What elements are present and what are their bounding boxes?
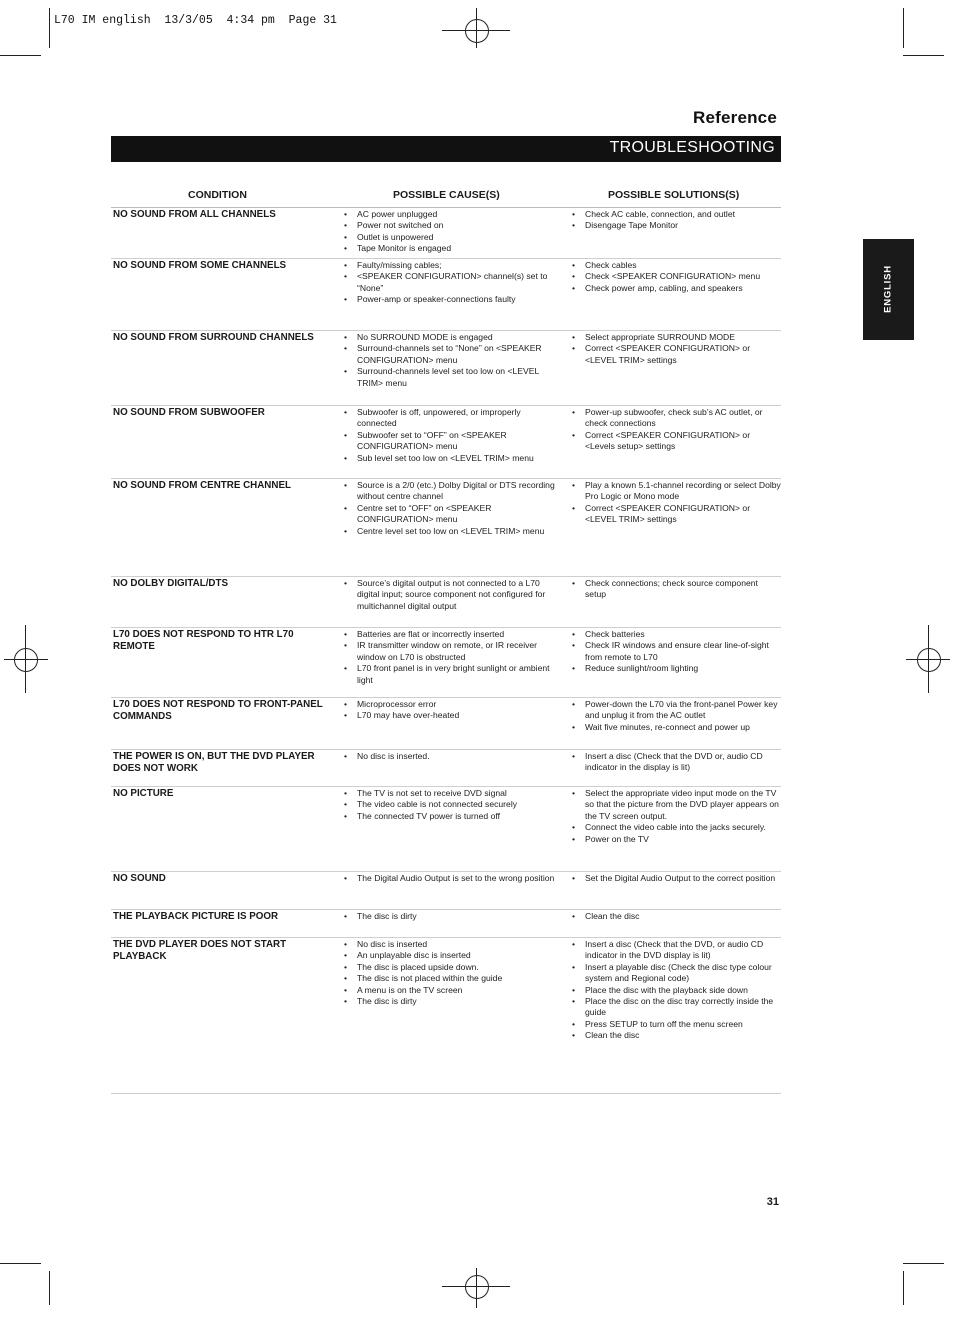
table-row <box>111 697 781 750</box>
bullet-icon: • <box>344 699 348 709</box>
bullet-icon: • <box>572 343 576 354</box>
bullet-icon: • <box>572 961 576 972</box>
item-text: Reduce sunlight/room lighting <box>585 663 699 674</box>
bullet-icon: • <box>572 429 576 440</box>
bullet-icon: • <box>344 220 348 231</box>
item-text: Centre set to “OFF” on <SPEAKER CONFIGURATION> menu <box>357 502 492 525</box>
item-text: Check cables <box>585 260 637 270</box>
solution-item <box>572 961 781 985</box>
cause-item <box>344 663 557 686</box>
cause-item <box>344 407 557 430</box>
solution-item <box>572 984 781 996</box>
bullet-icon: • <box>572 407 576 417</box>
solution-item <box>572 578 781 601</box>
cause-item <box>344 243 557 254</box>
item-text: The disc is not placed within the guide <box>357 973 503 984</box>
item-text: Power-up subwoofer, check sub’s AC outlet, or check connections <box>585 407 763 429</box>
bullet-icon: • <box>344 429 348 440</box>
solution-item <box>572 343 781 366</box>
bullet-icon: • <box>344 810 348 821</box>
item-text: Check AC cable, connection, and outlet <box>585 209 736 219</box>
bullet-icon: • <box>572 640 576 651</box>
bullet-icon: • <box>572 822 576 833</box>
item-text: Subwoofer is off, unpowered, or improperly connected <box>357 407 521 429</box>
cause-item <box>344 640 557 663</box>
table-row <box>111 786 781 872</box>
cause-item <box>344 911 557 922</box>
table-row <box>111 937 781 1088</box>
solution-item <box>572 640 781 663</box>
item-text: Power-down the L70 via the front-panel Power key and unplug it from the AC outlet <box>585 699 778 721</box>
bullet-icon: • <box>344 343 348 354</box>
cause-item <box>344 996 557 1007</box>
item-text: Check IR windows and ensure clear line-of-sight from remote to L70 <box>585 640 769 662</box>
item-text: Select the appropriate video input mode on the TV so that the picture from the DVD player appears on the TV screen output. <box>585 788 779 821</box>
condition-cell: THE POWER IS ON, BUT THE DVD PLAYER DOES NOT WORK <box>113 751 315 775</box>
item-text: Set the Digital Audio Output to the correct position <box>585 873 776 883</box>
bullet-icon: • <box>572 984 576 995</box>
item-text: Power on the TV <box>585 833 649 844</box>
solution-item <box>572 271 781 282</box>
condition-cell: NO PICTURE <box>113 788 174 799</box>
cause-item <box>344 810 557 822</box>
table-row <box>111 909 781 938</box>
table-row <box>111 258 781 331</box>
item-text: Check power amp, cabling, and speakers <box>585 282 743 293</box>
solution-item <box>572 822 781 833</box>
bullet-icon: • <box>572 996 576 1007</box>
cause-item <box>344 525 557 537</box>
causes-list <box>344 407 557 464</box>
item-text: Faulty/missing cables; <box>357 260 442 270</box>
condition-cell: NO SOUND FROM CENTRE CHANNEL <box>113 480 291 491</box>
solution-item <box>572 1030 781 1041</box>
bullet-icon: • <box>344 961 348 972</box>
printer-slug: L70 IM english 13/3/05 4:34 pm Page 31 <box>54 14 337 27</box>
table-row <box>111 478 781 579</box>
condition-cell: L70 DOES NOT RESPOND TO FRONT-PANEL COMMANDS <box>113 699 323 723</box>
solutions-list <box>572 407 781 453</box>
bullet-icon: • <box>572 502 576 513</box>
bullet-icon: • <box>344 984 348 995</box>
causes-list <box>344 480 557 537</box>
cause-item <box>344 710 557 721</box>
item-text: The TV is not set to receive DVD signal <box>357 788 507 798</box>
item-text: Centre level set too low on <LEVEL TRIM> menu <box>357 525 545 536</box>
bullet-icon: • <box>572 1030 576 1041</box>
item-text: No disc is inserted <box>357 939 428 949</box>
bullet-icon: • <box>344 480 348 490</box>
item-text: Subwoofer set to “OFF” on <SPEAKER CONFIGURATION> menu <box>357 429 507 452</box>
item-text: Power-amp or speaker-connections faulty <box>357 294 516 305</box>
cause-item <box>344 502 557 526</box>
item-text: Insert a playable disc (Check the disc type colour system and Regional code) <box>585 961 772 984</box>
solution-item <box>572 407 781 430</box>
cause-item <box>344 578 557 612</box>
condition-cell: NO DOLBY DIGITAL/DTS <box>113 578 229 589</box>
bullet-icon: • <box>344 788 348 798</box>
cause-item <box>344 788 557 799</box>
table-row <box>111 627 781 698</box>
solution-item <box>572 629 781 640</box>
item-text: Insert a disc (Check that the DVD, or audio CD indicator in the DVD display is lit) <box>585 939 764 961</box>
column-header-solutions: POSSIBLE SOLUTIONS(S) <box>608 189 740 201</box>
item-text: Check connections; check source component setup <box>585 578 758 600</box>
causes-list <box>344 873 557 884</box>
bullet-icon: • <box>572 282 576 293</box>
cause-item <box>344 231 557 243</box>
solution-item <box>572 996 781 1019</box>
cause-item <box>344 799 557 810</box>
solutions-list <box>572 209 781 232</box>
item-text: Tape Monitor is engaged <box>357 243 452 254</box>
item-text: Source is a 2/0 (etc.) Dolby Digital or DTS recording without centre channel <box>357 480 555 502</box>
cause-item <box>344 271 557 294</box>
bullet-icon: • <box>572 332 576 342</box>
bullet-icon: • <box>572 220 576 231</box>
causes-list <box>344 629 557 686</box>
bullet-icon: • <box>572 939 576 949</box>
item-text: No disc is inserted. <box>357 751 430 761</box>
bullet-icon: • <box>572 833 576 844</box>
item-text: L70 may have over-heated <box>357 710 460 721</box>
item-text: The disc is dirty <box>357 911 417 921</box>
bullet-icon: • <box>572 788 576 798</box>
item-text: Power not switched on <box>357 220 444 231</box>
item-text: The connected TV power is turned off <box>357 810 500 821</box>
bullet-icon: • <box>344 209 348 219</box>
bullet-icon: • <box>344 332 348 342</box>
item-text: Disengage Tape Monitor <box>585 220 678 231</box>
item-text: Batteries are flat or incorrectly inserted <box>357 629 505 639</box>
bullet-icon: • <box>344 294 348 305</box>
condition-cell: NO SOUND <box>113 873 166 884</box>
item-text: Check <SPEAKER CONFIGURATION> menu <box>585 271 761 282</box>
solutions-list <box>572 939 781 1042</box>
solution-item <box>572 751 781 774</box>
solution-item <box>572 1018 781 1030</box>
bullet-icon: • <box>344 873 348 883</box>
item-text: Sub level set too low on <LEVEL TRIM> menu <box>357 452 534 463</box>
cause-item <box>344 873 557 884</box>
solution-item <box>572 721 781 733</box>
solution-item <box>572 663 781 674</box>
condition-cell: THE PLAYBACK PICTURE IS POOR <box>113 911 279 922</box>
bullet-icon: • <box>344 710 348 721</box>
item-text: Select appropriate SURROUND MODE <box>585 332 735 342</box>
item-text: Insert a disc (Check that the DVD or, audio CD indicator in the display is lit) <box>585 751 763 773</box>
bullet-icon: • <box>572 663 576 674</box>
solution-item <box>572 502 781 526</box>
item-text: Source’s digital output is not connected to a L70 digital input; source component not configured for multichannel digital output <box>357 578 546 611</box>
bullet-icon: • <box>344 663 348 674</box>
solution-item <box>572 699 781 722</box>
solutions-list <box>572 480 781 526</box>
column-header-condition: CONDITION <box>188 189 247 201</box>
bullet-icon: • <box>344 751 348 761</box>
item-text: IR transmitter window on remote, or IR receiver window on L70 is obstructed <box>357 640 538 662</box>
solutions-list <box>572 911 781 922</box>
cause-item <box>344 220 557 231</box>
item-text: Clean the disc <box>585 911 640 921</box>
bullet-icon: • <box>344 260 348 270</box>
bullet-icon: • <box>572 1018 576 1029</box>
item-text: Correct <SPEAKER CONFIGURATION> or <Levels setup> settings <box>585 429 751 452</box>
section-title: Reference <box>692 108 777 127</box>
condition-cell: L70 DOES NOT RESPOND TO HTR L70 REMOTE <box>113 629 294 653</box>
item-text: <SPEAKER CONFIGURATION> channel(s) set to “None” <box>357 271 548 293</box>
table-end-divider <box>111 1093 781 1094</box>
page-title: TROUBLESHOOTING <box>609 139 775 156</box>
item-text: Check batteries <box>585 629 645 639</box>
item-text: Connect the video cable into the jacks securely. <box>585 822 766 833</box>
item-text: The disc is dirty <box>357 996 417 1007</box>
bullet-icon: • <box>344 578 348 588</box>
solutions-list <box>572 260 781 294</box>
cause-item <box>344 961 557 973</box>
bullet-icon: • <box>344 629 348 639</box>
solutions-list <box>572 332 781 366</box>
item-text: L70 front panel is in very bright sunlight or ambient light <box>357 663 550 685</box>
table-row <box>111 576 781 628</box>
causes-list <box>344 788 557 822</box>
solution-item <box>572 873 781 884</box>
cause-item <box>344 209 557 220</box>
cause-item <box>344 429 557 453</box>
condition-cell: NO SOUND FROM SOME CHANNELS <box>113 260 287 271</box>
solution-item <box>572 209 781 220</box>
cause-item <box>344 984 557 996</box>
cause-item <box>344 260 557 271</box>
cause-item <box>344 751 557 762</box>
column-header-causes: POSSIBLE CAUSE(S) <box>393 189 500 201</box>
item-text: Wait five minutes, re-connect and power up <box>585 721 750 732</box>
item-text: Correct <SPEAKER CONFIGURATION> or <LEVEL TRIM> settings <box>585 343 751 365</box>
item-text: Outlet is unpowered <box>357 231 434 242</box>
bullet-icon: • <box>572 480 576 490</box>
item-text: Place the disc with the playback side down <box>585 984 748 995</box>
bullet-icon: • <box>344 950 348 961</box>
table-row <box>111 208 781 258</box>
cause-item <box>344 452 557 464</box>
table-row <box>111 330 781 406</box>
bullet-icon: • <box>344 799 348 810</box>
condition-cell: THE DVD PLAYER DOES NOT START PLAYBACK <box>113 939 287 963</box>
causes-list <box>344 260 557 306</box>
bullet-icon: • <box>572 699 576 709</box>
table-row <box>111 749 781 787</box>
causes-list <box>344 578 557 612</box>
solutions-list <box>572 699 781 733</box>
bullet-icon: • <box>572 209 576 219</box>
solutions-list <box>572 629 781 675</box>
bullet-icon: • <box>572 721 576 732</box>
causes-list <box>344 939 557 1007</box>
solution-item <box>572 480 781 503</box>
bullet-icon: • <box>344 366 348 377</box>
language-side-tab <box>863 239 914 340</box>
bullet-icon: • <box>344 911 348 921</box>
table-row <box>111 871 781 910</box>
solution-item <box>572 833 781 845</box>
solution-item <box>572 282 781 294</box>
item-text: Correct <SPEAKER CONFIGURATION> or <LEVEL TRIM> settings <box>585 502 751 525</box>
bullet-icon: • <box>344 452 348 463</box>
item-text: Play a known 5.1-channel recording or select Dolby Pro Logic or Mono mode <box>585 480 781 502</box>
bullet-icon: • <box>572 578 576 588</box>
item-text: AC power unplugged <box>357 209 438 219</box>
causes-list <box>344 751 557 762</box>
bullet-icon: • <box>572 751 576 761</box>
bullet-icon: • <box>344 243 348 254</box>
cause-item <box>344 366 557 389</box>
bullet-icon: • <box>344 271 348 282</box>
item-text: The disc is placed upside down. <box>357 961 479 972</box>
bullet-icon: • <box>344 502 348 513</box>
item-text: A menu is on the TV screen <box>357 984 463 995</box>
cause-item <box>344 950 557 961</box>
item-text: The Digital Audio Output is set to the wrong position <box>357 873 555 883</box>
solutions-list <box>572 751 781 774</box>
cause-item <box>344 973 557 984</box>
table-row <box>111 405 781 479</box>
cause-item <box>344 699 557 710</box>
bullet-icon: • <box>572 260 576 270</box>
item-text: Clean the disc <box>585 1030 640 1041</box>
solution-item <box>572 939 781 962</box>
bullet-icon: • <box>344 525 348 536</box>
causes-list <box>344 699 557 722</box>
item-text: Press SETUP to turn off the menu screen <box>585 1018 743 1029</box>
condition-cell: NO SOUND FROM SUBWOOFER <box>113 407 265 418</box>
cause-item <box>344 343 557 366</box>
bullet-icon: • <box>344 939 348 949</box>
bullet-icon: • <box>344 640 348 651</box>
cause-item <box>344 480 557 503</box>
bullet-icon: • <box>572 911 576 921</box>
bullet-icon: • <box>572 629 576 639</box>
solution-item <box>572 260 781 271</box>
item-text: Place the disc on the disc tray correctly inside the guide <box>585 996 774 1018</box>
solution-item <box>572 220 781 231</box>
condition-cell: NO SOUND FROM SURROUND CHANNELS <box>113 332 314 343</box>
item-text: The video cable is not connected securely <box>357 799 518 810</box>
item-text: Microprocessor error <box>357 699 437 709</box>
page-number: 31 <box>766 1196 779 1208</box>
solution-item <box>572 332 781 343</box>
item-text: An unplayable disc is inserted <box>357 950 471 961</box>
bullet-icon: • <box>344 407 348 417</box>
causes-list <box>344 911 557 922</box>
item-text: No SURROUND MODE is engaged <box>357 332 493 342</box>
item-text: Surround-channels set to “None” on <SPEAKER CONFIGURATION> menu <box>357 343 542 365</box>
bullet-icon: • <box>572 873 576 883</box>
cause-item <box>344 629 557 640</box>
solution-item <box>572 788 781 822</box>
solutions-list <box>572 873 781 884</box>
bullet-icon: • <box>344 996 348 1007</box>
bullet-icon: • <box>344 973 348 984</box>
solutions-list <box>572 788 781 845</box>
item-text: Surround-channels level set too low on <LEVEL TRIM> menu <box>357 366 539 388</box>
solutions-list <box>572 578 781 601</box>
cause-item <box>344 939 557 950</box>
causes-list <box>344 209 557 255</box>
solution-item <box>572 911 781 922</box>
solution-item <box>572 429 781 453</box>
cause-item <box>344 294 557 305</box>
causes-list <box>344 332 557 389</box>
language-tab-label: ENGLISH <box>882 265 894 313</box>
cause-item <box>344 332 557 343</box>
page-title-bar <box>111 136 781 162</box>
condition-cell: NO SOUND FROM ALL CHANNELS <box>113 209 276 220</box>
bullet-icon: • <box>344 231 348 242</box>
bullet-icon: • <box>572 271 576 282</box>
